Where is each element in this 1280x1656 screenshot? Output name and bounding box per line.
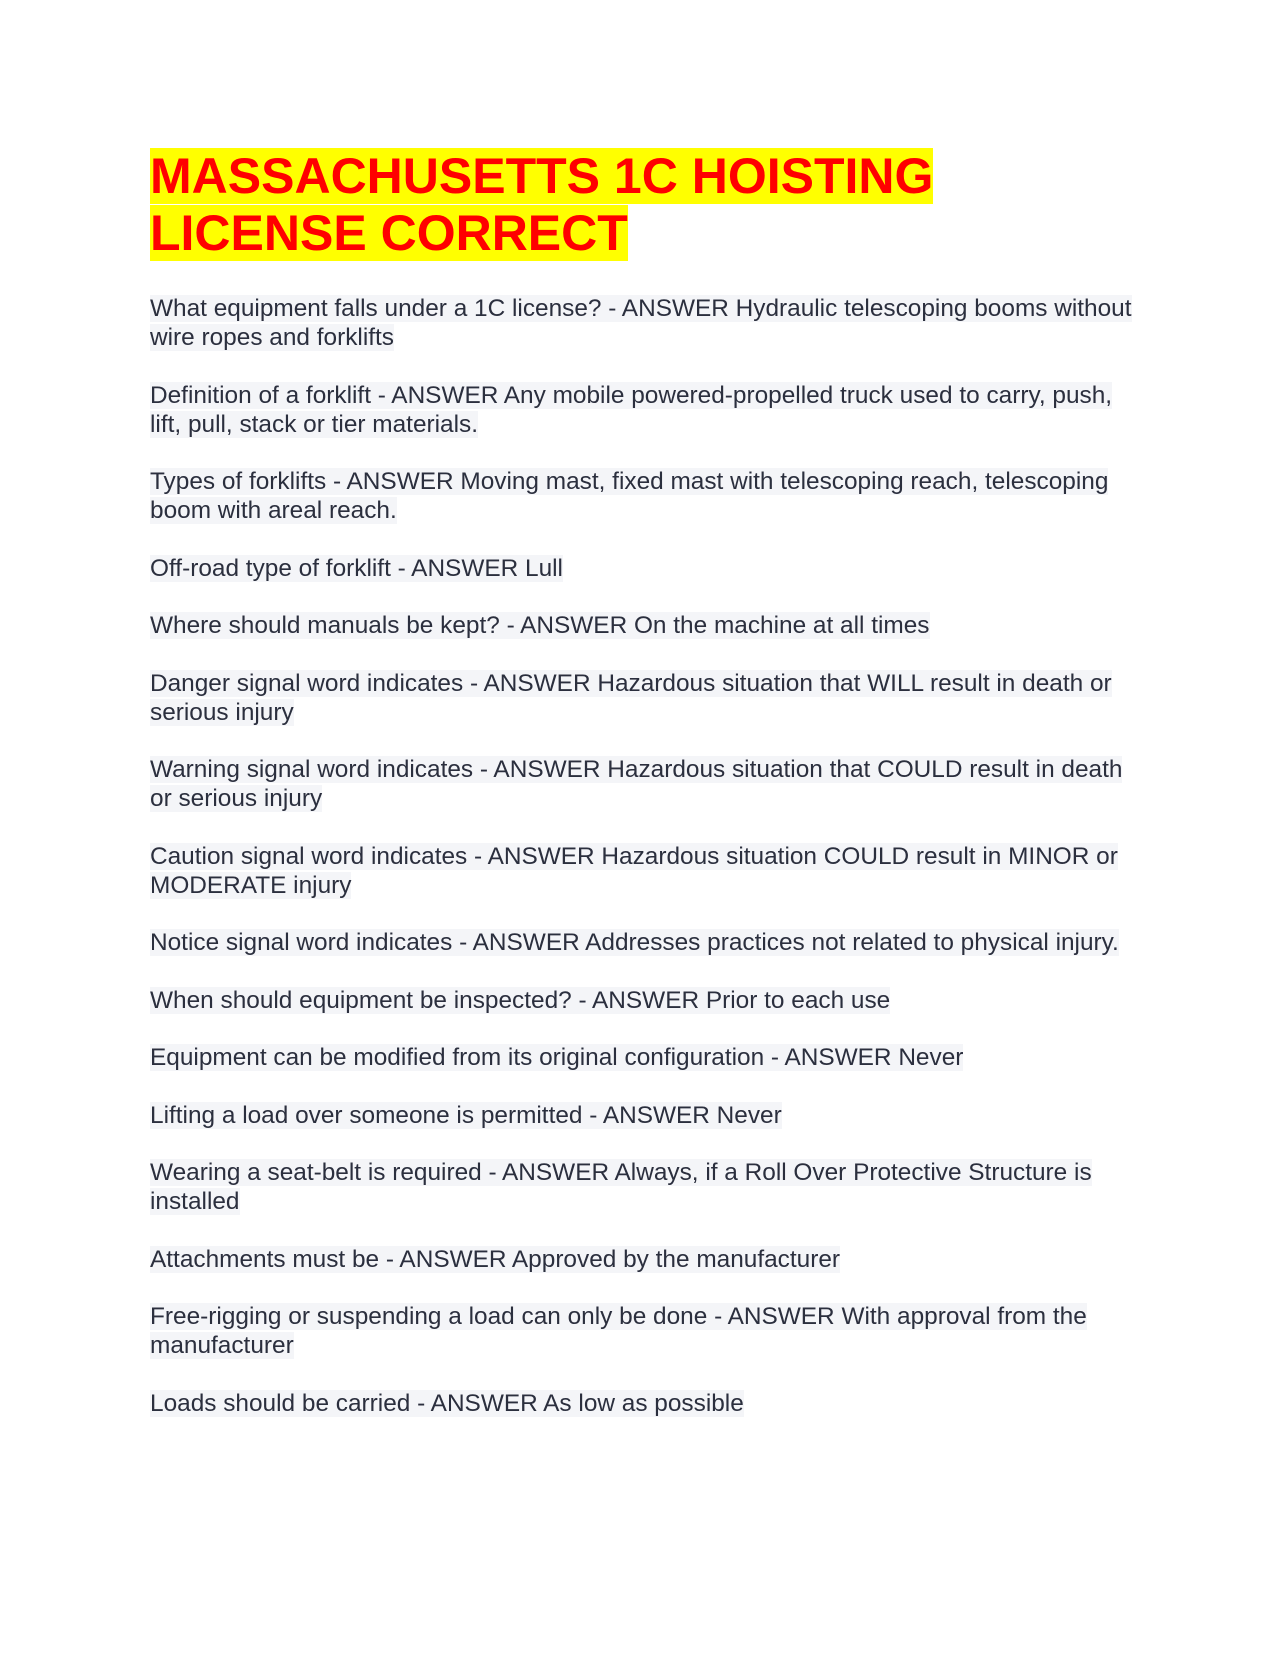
qa-item: Danger signal word indicates - ANSWER Hazardous situation that WILL result in death or serious injury bbox=[150, 669, 1112, 726]
qa-item: What equipment falls under a 1C license? - ANSWER Hydraulic telescoping booms without wire ropes and forklifts bbox=[150, 295, 1132, 351]
qa-item: Definition of a forklift - ANSWER Any mobile powered-propelled truck used to carry, push, lift, pull, stack or tier materials. bbox=[150, 381, 1113, 438]
qa-item: Attachments must be - ANSWER Approved by the manufacturer bbox=[150, 1245, 841, 1273]
qa-item: Types of forklifts - ANSWER Moving mast, fixed mast with telescoping reach, telescoping boom with areal reach. bbox=[150, 468, 1109, 524]
qa-item: Where should manuals be kept? - ANSWER On the machine at all times bbox=[150, 612, 930, 639]
qa-item: Caution signal word indicates - ANSWER Hazardous situation COULD result in MINOR or MODERATE injury bbox=[150, 842, 1118, 899]
document-page bbox=[150, 148, 1140, 1446]
qa-item: Warning signal word indicates - ANSWER Hazardous situation that COULD result in death or serious injury bbox=[150, 756, 1123, 812]
qa-list bbox=[150, 294, 1140, 1418]
document-title-text: MASSACHUSETTS 1C HOISTING LICENSE CORRECT bbox=[150, 148, 934, 261]
qa-item: Lifting a load over someone is permitted - ANSWER Never bbox=[150, 1101, 782, 1129]
qa-item: Loads should be carried - ANSWER As low as possible bbox=[150, 1389, 744, 1417]
qa-item: Wearing a seat-belt is required - ANSWER Always, if a Roll Over Protective Structure is installed bbox=[150, 1159, 1092, 1215]
qa-item: Notice signal word indicates - ANSWER Addresses practices not related to physical injury. bbox=[150, 929, 1119, 956]
qa-item: Equipment can be modified from its original configuration - ANSWER Never bbox=[150, 1044, 964, 1071]
qa-item: Off-road type of forklift - ANSWER Lull bbox=[150, 554, 563, 582]
qa-item: When should equipment be inspected? - ANSWER Prior to each use bbox=[150, 986, 891, 1014]
qa-item: Free-rigging or suspending a load can only be done - ANSWER With approval from the manufacturer bbox=[150, 1303, 1087, 1359]
document-title bbox=[150, 148, 1140, 262]
